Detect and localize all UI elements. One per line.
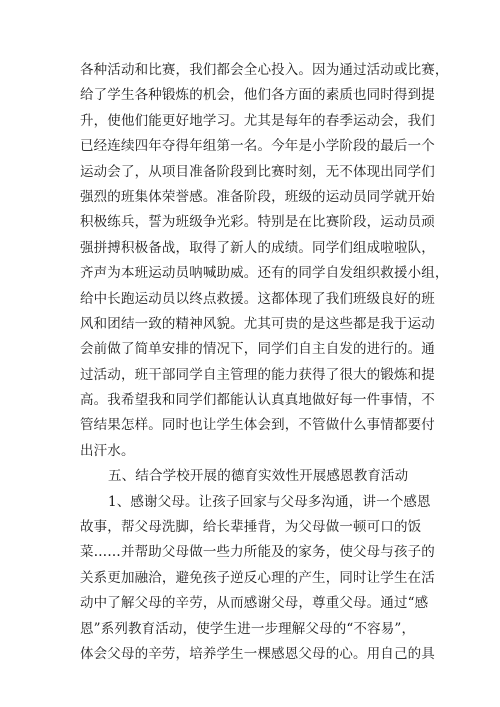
text-line: 给中长跑运动员以终点救援。这都体现了我们班级良好的班 bbox=[80, 290, 435, 307]
text-line: 高。我希望我和同学们都能认认真真地做好每一件事情，不 bbox=[80, 392, 435, 409]
text-line: 已经连续四年夺得年组第一名。今年是小学阶段的最后一个 bbox=[80, 138, 435, 155]
text-line: 会前做了简单安排的情况下，同学们自主自发的进行的。通 bbox=[80, 341, 435, 358]
text-line: 过活动，班干部同学自主管理的能力获得了很大的锻炼和提 bbox=[80, 366, 435, 383]
text-line: 菜……并帮助父母做一些力所能及的家务，使父母与孩子的 bbox=[80, 544, 435, 561]
text-line: 出汗水。 bbox=[80, 442, 135, 459]
text-line: 管结果怎样。同时也让学生体会到，不管做什么事情都要付 bbox=[80, 417, 435, 434]
text-line: 动中了解父母的辛劳，从而感谢父母，尊重父母。通过“感 bbox=[80, 595, 429, 612]
text-line: 风和团结一致的精神风貌。尤其可贵的是这些都是我于运动 bbox=[80, 315, 435, 332]
text-line: 恩”系列教育活动，使学生进一步理解父母的“不容易”， bbox=[80, 620, 416, 637]
text-line: 强烈的班集体荣誉感。准备阶段，班级的运动员同学就开始 bbox=[80, 188, 435, 205]
text-line: 积极练兵，誓为班级争光彩。特别是在比赛阶段，运动员顽 bbox=[80, 214, 435, 231]
text-line: 给了学生各种锻炼的机会，他们各方面的素质也同时得到提 bbox=[80, 87, 435, 104]
text-line: 关系更加融洽，避免孩子逆反心理的产生，同时让学生在活 bbox=[80, 569, 435, 586]
paragraph-start-line: 1、感谢父母。让孩子回家与父母多沟通，讲一个感恩 bbox=[108, 493, 431, 510]
text-line: 体会父母的辛劳，培养学生一棵感恩父母的心。用自己的具 bbox=[80, 645, 435, 662]
body-text bbox=[80, 58, 449, 667]
text-line: 齐声为本班运动员呐喊助威。还有的同学自发组织救援小组， bbox=[80, 265, 449, 282]
text-line: 运动会了，从项目准备阶段到比赛时刻，无不体现出同学们 bbox=[80, 163, 435, 180]
text-line: 升，使他们能更好地学习。尤其是每年的春季运动会，我们 bbox=[80, 112, 435, 129]
text-line: 各种活动和比赛，我们都会全心投入。因为通过活动或比赛， bbox=[80, 62, 449, 78]
text-line: 故事，帮父母洗脚，给长辈捶背，为父母做一顿可口的饭 bbox=[80, 519, 422, 536]
section-heading: 五、结合学校开展的德育实效性开展感恩教育活动 bbox=[108, 468, 409, 485]
text-line: 强拼搏积极备战，取得了新人的成绩。同学们组成啦啦队， bbox=[80, 239, 435, 256]
